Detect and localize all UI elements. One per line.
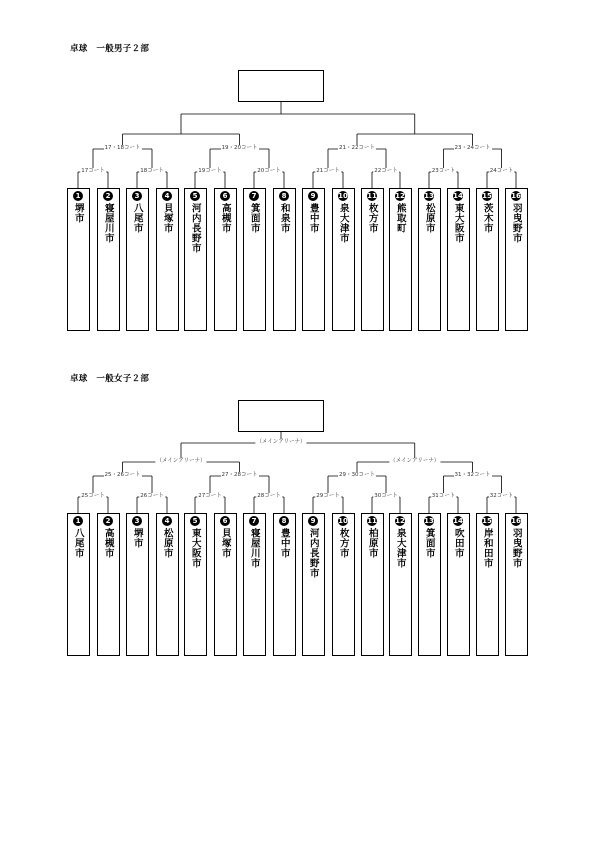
team-name: 箕面市: [423, 528, 435, 558]
team-name: 吹田市: [452, 528, 464, 558]
team-number: 14: [453, 191, 463, 200]
team-name: 和泉市: [278, 203, 290, 233]
team-box: [447, 188, 470, 331]
team-number: 9: [308, 191, 318, 201]
team-name: 寝屋川市: [248, 528, 260, 568]
first-court-label: 32コート: [489, 493, 514, 499]
team-number: 10: [338, 191, 348, 200]
quarter-court-label: 29・30コート: [339, 472, 375, 478]
team-number: 6: [220, 516, 230, 526]
team-box: [389, 188, 412, 331]
team-box: [505, 188, 528, 331]
team-box: [273, 188, 296, 331]
team-name: 熊取町: [394, 203, 406, 233]
team-number: 14: [453, 516, 463, 525]
first-court-label: 24コート: [489, 168, 514, 174]
team-box: [67, 188, 90, 331]
quarter-court-label: 23・24コート: [454, 145, 491, 151]
section-title: 卓球 一般女子２部: [70, 374, 150, 384]
team-name: 八尾市: [131, 203, 143, 233]
team-name: 岸和田市: [481, 528, 493, 568]
team-name: 八尾市: [72, 528, 84, 558]
team-name: 寝屋川市: [102, 203, 114, 243]
team-box: [505, 513, 528, 656]
team-box: [97, 513, 120, 656]
team-box: [361, 188, 384, 331]
quarter-court-label: 25・26コート: [104, 472, 141, 478]
team-box: [97, 188, 120, 331]
first-court-label: 26コート: [140, 493, 164, 499]
team-number: 8: [279, 191, 289, 201]
team-box: [214, 513, 237, 656]
first-court-label: 30コート: [374, 493, 398, 499]
first-court-label: 19コート: [198, 168, 222, 174]
team-number: 15: [482, 516, 492, 525]
team-box: [447, 513, 470, 656]
team-name: 東大阪市: [452, 203, 464, 243]
team-box: [476, 513, 499, 656]
team-number: 2: [103, 516, 113, 526]
team-name: 河内長野市: [189, 203, 201, 253]
team-name: 東大阪市: [189, 528, 201, 568]
team-name: 枚方市: [337, 528, 349, 558]
team-name: 羽曳野市: [510, 528, 522, 568]
team-number: 1: [73, 516, 83, 526]
team-box: [214, 188, 237, 331]
team-name: 豊中市: [278, 528, 290, 558]
team-name: 松原市: [161, 528, 173, 558]
team-number: 5: [190, 191, 200, 201]
team-number: 13: [424, 516, 434, 525]
team-number: 16: [511, 191, 521, 200]
team-number: 3: [132, 191, 142, 201]
team-box: [184, 513, 207, 656]
first-court-label: 22コート: [374, 168, 398, 174]
first-court-label: 27コート: [198, 493, 222, 499]
first-court-label: 21コート: [316, 168, 340, 174]
first-court-label: 29コート: [316, 493, 340, 499]
team-number: 3: [132, 516, 142, 526]
team-number: 2: [103, 191, 113, 201]
team-number: 12: [395, 191, 405, 200]
team-number: 1: [73, 191, 83, 201]
team-number: 16: [511, 516, 521, 525]
team-number: 11: [367, 516, 377, 525]
team-name: 豊中市: [307, 203, 319, 233]
team-box: [302, 188, 325, 331]
team-box: [332, 513, 355, 656]
team-name: 箕面市: [248, 203, 260, 233]
team-name: 堺市: [72, 203, 84, 223]
team-number: 15: [482, 191, 492, 200]
team-number: 9: [308, 516, 318, 526]
team-box: [389, 513, 412, 656]
final-court-label: （メインアリーナ）: [256, 439, 306, 445]
semi-court-label: （メインアリーナ）: [156, 458, 206, 464]
team-number: 12: [395, 516, 405, 525]
team-number: 11: [367, 191, 377, 200]
team-box: [418, 513, 441, 656]
team-box: [126, 513, 149, 656]
team-number: 10: [338, 516, 348, 525]
team-name: 高槻市: [219, 203, 231, 233]
first-court-label: 18コート: [140, 168, 164, 174]
team-name: 茨木市: [481, 203, 493, 233]
quarter-court-label: 21・22コート: [339, 145, 375, 151]
quarter-court-label: 17・18コート: [104, 145, 141, 151]
team-box: [67, 513, 90, 656]
team-name: 貝塚市: [219, 528, 231, 558]
team-number: 4: [162, 516, 172, 526]
team-box: [273, 513, 296, 656]
team-number: 13: [424, 191, 434, 200]
team-box: [302, 513, 325, 656]
team-box: [418, 188, 441, 331]
champion-box: [238, 70, 324, 102]
section-title: 卓球 一般男子２部: [70, 44, 150, 54]
first-court-label: 28コート: [257, 493, 281, 499]
team-name: 泉大津市: [337, 203, 349, 243]
team-name: 松原市: [423, 203, 435, 233]
first-court-label: 23コート: [431, 168, 456, 174]
quarter-court-label: 31・32コート: [454, 472, 491, 478]
team-name: 貝塚市: [161, 203, 173, 233]
team-number: 5: [190, 516, 200, 526]
team-box: [243, 188, 266, 331]
first-court-label: 25コート: [81, 493, 105, 499]
team-box: [476, 188, 499, 331]
quarter-court-label: 19・20コート: [221, 145, 258, 151]
team-number: 4: [162, 191, 172, 201]
team-box: [184, 188, 207, 331]
team-number: 7: [249, 516, 259, 526]
semi-court-label: （メインアリーナ）: [390, 458, 440, 464]
team-name: 泉大津市: [394, 528, 406, 568]
champion-box: [238, 400, 324, 432]
team-number: 7: [249, 191, 259, 201]
team-name: 河内長野市: [307, 528, 319, 578]
team-box: [156, 188, 179, 331]
team-number: 6: [220, 191, 230, 201]
team-box: [361, 513, 384, 656]
team-number: 8: [279, 516, 289, 526]
team-name: 柏原市: [366, 528, 378, 558]
team-name: 羽曳野市: [510, 203, 522, 243]
first-court-label: 31コート: [431, 493, 456, 499]
quarter-court-label: 27・28コート: [221, 472, 258, 478]
first-court-label: 17コート: [81, 168, 105, 174]
team-box: [156, 513, 179, 656]
team-name: 堺市: [131, 528, 143, 548]
team-box: [332, 188, 355, 331]
team-name: 枚方市: [366, 203, 378, 233]
team-box: [243, 513, 266, 656]
team-box: [126, 188, 149, 331]
team-name: 高槻市: [102, 528, 114, 558]
first-court-label: 20コート: [257, 168, 281, 174]
